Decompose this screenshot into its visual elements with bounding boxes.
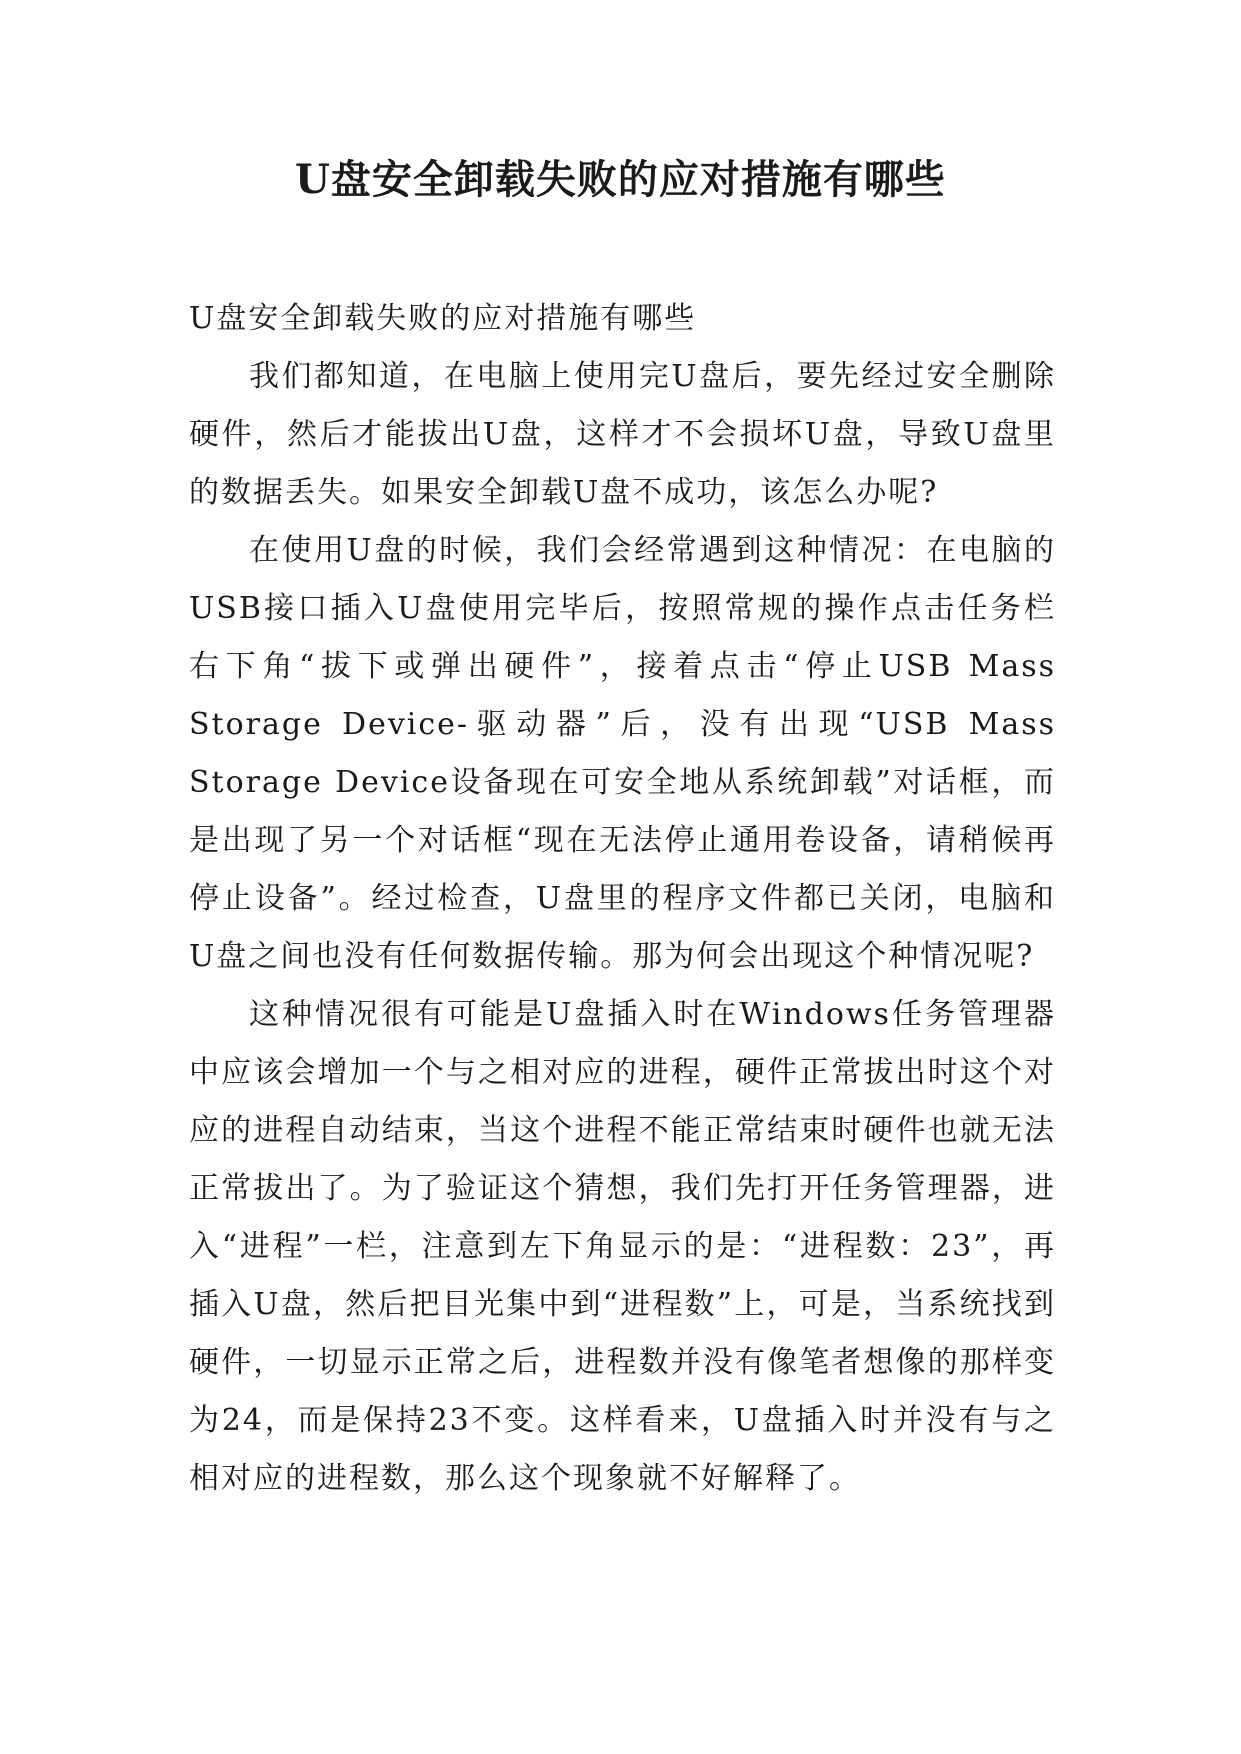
- page-title: U盘安全卸载失败的应对措施有哪些: [295, 156, 946, 203]
- paragraph-3: 这种情况很有可能是U盘插入时在Windows任务管理器中应该会增加一个与之相对应的进程，硬件正常拔出时这个对应的进程自动结束，当这个进程不能正常结束时硬件也就无法正常拔出了。为了验证这个猜想，我们先打开任务管理器，进入“进程”一栏，注意到左下角显示的是：“进程数：23”，再插入U盘，然后把目光集中到“进程数”上，可是，当系统找到硬件，一切显示正常之后，进程数并没有像笔者想像的那样变为24，而是保持23不变。这样看来，U盘插入时并没有与之相对应的进程数，那么这个现象就不好解释了。: [189, 997, 1056, 1496]
- paragraph-2: 在使用U盘的时候，我们会经常遇到这种情况：在电脑的USB接口插入U盘使用完毕后，按照常规的操作点击任务栏右下角“拔下或弹出硬件”，接着点击“停止USB Mass Storage Device-驱动器”后，没有出现“USB Mass Storage Device设备现在可安全地从系统卸载”对话框，而是出现了另一个对话框“现在无法停止通用卷设备，请稍候再停止设备”。经过检查，U盘里的程序文件都已关闭，电脑和U盘之间也没有任何数据传输。那为何会出现这个种情况呢?: [189, 533, 1056, 974]
- document-body: [189, 290, 1056, 1508]
- paragraph-1: 我们都知道，在电脑上使用完U盘后，要先经过安全删除硬件，然后才能拔出U盘，这样才不会损坏U盘，导致U盘里的数据丢失。如果安全卸载U盘不成功，该怎么办呢?: [189, 359, 1056, 510]
- document-subtitle: U盘安全卸载失败的应对措施有哪些: [189, 301, 697, 336]
